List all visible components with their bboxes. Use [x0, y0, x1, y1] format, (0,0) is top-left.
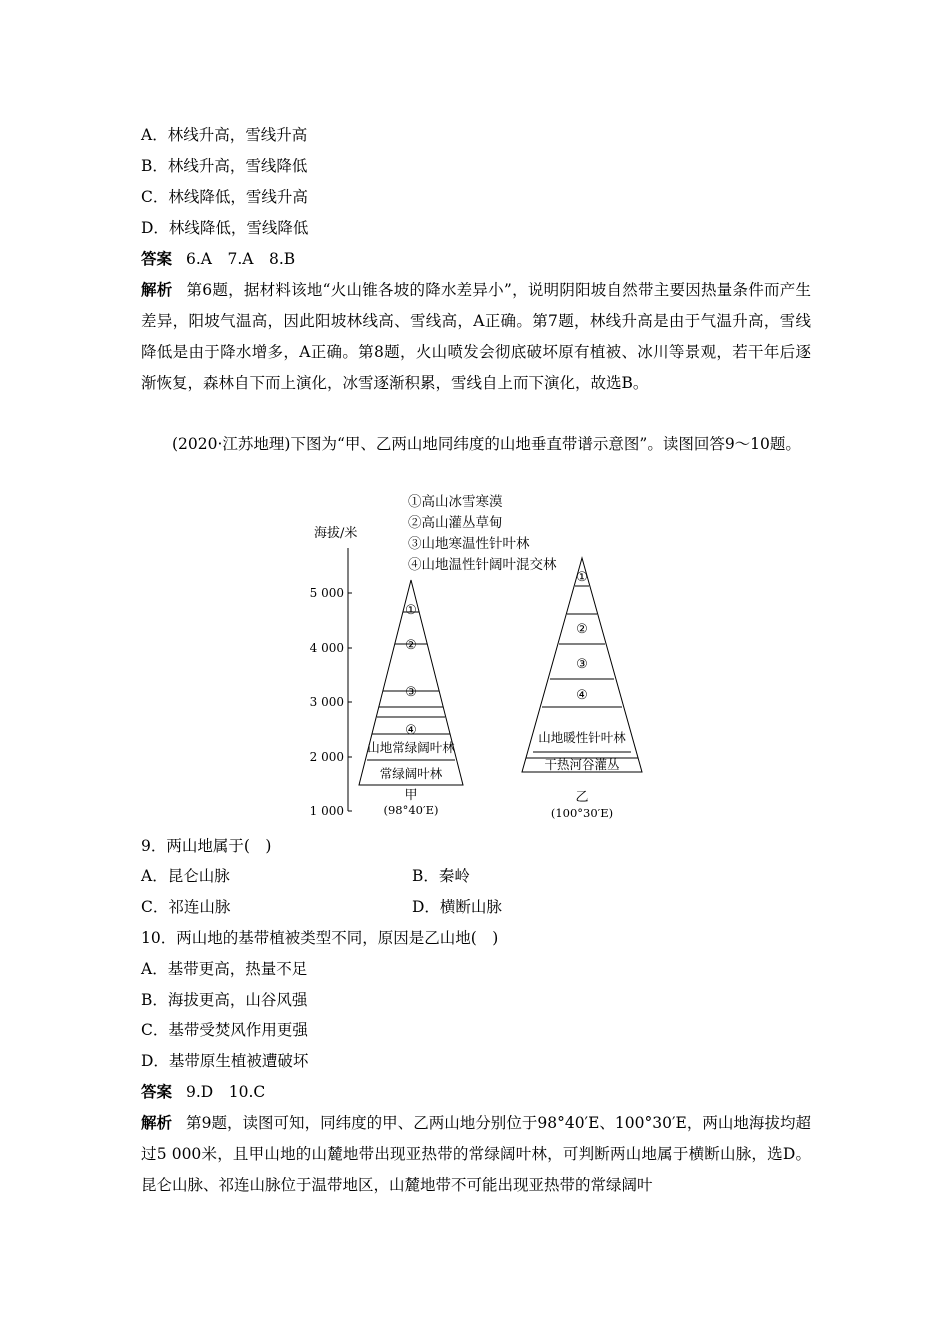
- analysis-text: 第6题，据材料该地“火山锥各坡的降水差异小”，说明阴阳坡自然带主要因热量条件而产生差异，阳坡气温高，因此阳坡林线高、雪线高，A正确。第7题，林线升高是由于气温升高，雪线降低是由于降水增多，A正确。第8题，火山喷发会彻底破坏原有植被、冰川等景观，若干年后逐渐恢复，森林自下而上演化，冰雪逐渐积累，雪线自上而下演化，故选B。: [141, 281, 811, 392]
- jia-band-3: ③: [405, 685, 417, 700]
- y-tick-label: 5 000: [309, 586, 344, 600]
- y-tick-label: 2 000: [309, 750, 344, 764]
- answer-block-2: [141, 1082, 265, 1102]
- q10-option-c: C．基带受焚风作用更强: [141, 1021, 308, 1039]
- jia-band-2: ②: [405, 638, 417, 653]
- y-axis-label: 海拔/米: [314, 526, 358, 541]
- jia-band-1: ①: [405, 603, 417, 618]
- answer-block-1: [141, 249, 295, 269]
- option-d-prev: D．林线降低，雪线降低: [141, 219, 309, 237]
- analysis-label: 解析: [141, 280, 173, 299]
- q9-option-d: D．横断山脉: [412, 898, 502, 916]
- legend-item-3: ③山地寒温性针叶林: [408, 536, 530, 552]
- yi-band-3: ③: [576, 657, 588, 672]
- legend-item-1: ①高山冰雪寒漠: [408, 494, 503, 510]
- y-tick-label: 4 000: [309, 641, 344, 655]
- legend-item-4: ④山地温性针阔叶混交林: [408, 557, 557, 573]
- q9-option-a: A．昆仑山脉: [141, 867, 230, 885]
- option-a-prev: A．林线升高，雪线升高: [141, 126, 308, 144]
- y-tick-label: 3 000: [309, 695, 344, 709]
- answer-text: 6.A 7.A 8.B: [186, 250, 296, 268]
- q9-option-b: B．秦岭: [412, 867, 470, 885]
- yi-band-5: 山地暖性针叶林: [538, 730, 626, 745]
- option-b-prev: B．林线升高，雪线降低: [141, 157, 308, 175]
- yi-name: 乙: [575, 790, 589, 805]
- vertical-zonation-figure: [300, 488, 660, 828]
- analysis-label: 解析: [141, 1113, 173, 1132]
- q10-stem: 10．两山地的基带植被类型不同，原因是乙山地( ): [141, 929, 499, 947]
- jia-band-5: 山地常绿阔叶林: [367, 740, 455, 755]
- q9-stem: 9．两山地属于( ): [141, 837, 272, 855]
- answer-label: 答案: [141, 249, 173, 268]
- jia-band-6: 常绿阔叶林: [379, 766, 443, 781]
- analysis-text: 第9题，读图可知，同纬度的甲、乙两山地分别位于98°40′E、100°30′E，两山地海拔均超过5 000米，且甲山地的山麓地带出现亚热带的常绿阔叶林，可判断两山地属于横断山脉，选D。昆仑山脉、祁连山脉位于温带地区，山麓地带不可能出现亚热带的常绿阔叶: [141, 1114, 811, 1194]
- answer-text: 9.D 10.C: [186, 1083, 266, 1101]
- analysis-block-1: [141, 274, 811, 399]
- yi-coord: (100°30′E): [550, 806, 614, 820]
- jia-coord: (98°40′E): [383, 803, 439, 817]
- option-c-prev: C．林线降低，雪线升高: [141, 188, 308, 206]
- mountain-jia: [359, 580, 463, 817]
- q9-option-c: C．祁连山脉: [141, 898, 231, 916]
- jia-band-4: ④: [405, 723, 417, 738]
- legend-item-2: ②高山灌丛草甸: [408, 515, 503, 531]
- y-tick-label: 1 000: [309, 804, 344, 818]
- jia-name: 甲: [404, 788, 418, 803]
- yi-band-2: ②: [576, 622, 588, 637]
- yi-band-6: 干热河谷灌丛: [544, 757, 620, 772]
- q10-option-b: B．海拔更高，山谷风强: [141, 991, 308, 1009]
- mountain-yi: [522, 558, 642, 820]
- analysis-block-2: [141, 1107, 811, 1201]
- yi-band-1: ①: [576, 570, 588, 585]
- answer-label: 答案: [141, 1082, 173, 1101]
- intro-paragraph: (2020·江苏地理)下图为“甲、乙两山地同纬度的山地垂直带谱示意图”。读图回答9～10题。: [172, 435, 801, 453]
- q10-option-d: D．基带原生植被遭破坏: [141, 1052, 309, 1070]
- q10-option-a: A．基带更高，热量不足: [141, 960, 308, 978]
- yi-band-4: ④: [576, 688, 588, 703]
- q9-row-1: [141, 866, 230, 886]
